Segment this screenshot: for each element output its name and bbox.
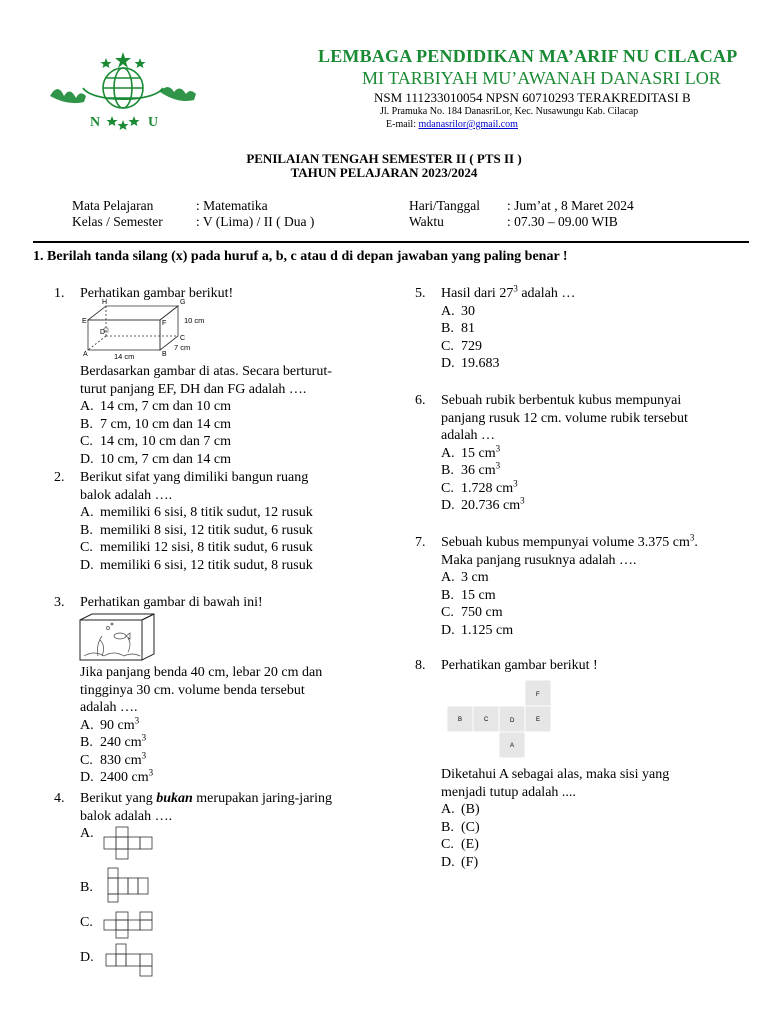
q4-net-a [102, 825, 154, 870]
q3-body-line2: tingginya 30 cm. volume benda tersebut [80, 682, 305, 698]
email-link[interactable]: mdanasrilor@gmail.com [418, 119, 518, 130]
q2-text-line2: balok adalah …. [80, 487, 173, 503]
q2-option-d[interactable]: D. memiliki 6 sisi, 12 titik sudut, 8 rusuk [80, 557, 313, 573]
question-5 [415, 285, 745, 373]
subject-value: : Matematika [196, 198, 268, 213]
school-name: MI TARBIYAH MU’AWANAH DANASRI LOR [362, 68, 721, 88]
q1-length-label: 14 cm [114, 352, 135, 360]
q8-face-b: B [458, 717, 463, 723]
q8-option-a[interactable]: A. (B) [441, 802, 480, 817]
q3-text: Perhatikan gambar di bawah ini! [80, 595, 263, 610]
q2-option-c[interactable]: C. memiliki 12 sisi, 8 titik sudut, 6 rusuk [80, 540, 313, 555]
q8-body-line1: Diketahui A sebagai alas, maka sisi yang [441, 767, 670, 782]
school-address: Jl. Pramuka No. 184 DanasriLor, Kec. Nusawungu Kab. Cilacap [380, 106, 639, 117]
q3-option-b[interactable]: B. 240 $cm^3$ [80, 732, 147, 750]
q4-text-line1: Berikut yang bukan merupakan jaring-jaring [80, 791, 332, 806]
q7-option-d[interactable]: D. 1.125 cm [441, 622, 514, 638]
q6-text-line3: adalah … [441, 428, 496, 443]
q1-option-c[interactable]: C. 14 cm, 10 cm dan 7 cm [80, 434, 232, 449]
question-4 [54, 790, 364, 825]
school-nsm: NSM 111233010054 NPSN 60710293 TERAKREDITASI B [374, 90, 691, 105]
q6-text-line2: panjang rusuk 12 cm. volume rubik tersebut [441, 410, 688, 426]
q4-option-a[interactable] [80, 826, 94, 842]
q1-vertex-d: D [100, 329, 106, 336]
q1-option-b[interactable]: B. 7 cm, 10 cm dan 14 cm [80, 416, 232, 432]
q6-number: 6. [415, 393, 426, 408]
q8-face-d: D [510, 718, 515, 724]
q5-option-b[interactable]: B. 81 [441, 321, 475, 336]
q8-cube-net [446, 679, 552, 759]
q5-text: Hasil dari $27^3$ adalah … [441, 283, 576, 301]
q1-vertex-c: C [180, 335, 186, 342]
class-label: Kelas / Semester [72, 214, 163, 229]
q6-option-c[interactable]: C. 1.728 $cm^3$ [441, 477, 518, 496]
q5-option-c[interactable]: C. 729 [441, 338, 482, 354]
q4-number: 4. [54, 791, 65, 806]
q8-text: Perhatikan gambar berikut ! [441, 658, 598, 673]
question-8 [415, 657, 745, 675]
q8-face-f: F [536, 692, 540, 698]
q8-face-a: A [510, 743, 515, 749]
q3-body [80, 664, 370, 787]
q3-body-line3: adalah …. [80, 700, 138, 715]
instruction: 1. Berilah tanda silang (x) pada huruf a, b, c atau d di depan jawaban yang paling benar ! [33, 249, 568, 264]
q8-face-e: E [536, 717, 541, 723]
q8-number: 8. [415, 658, 426, 673]
q7-text-line1: Sebuah kubus mempunyai volume 3.375 $cm^3$. [441, 532, 698, 550]
q1-body-line1: Berdasarkan gambar di atas. Secara berturut- [80, 364, 332, 379]
logo-letter-u: U [148, 115, 159, 130]
q6-text-line1: Sebuah rubik berbentuk kubus mempunyai [441, 393, 682, 408]
q6-option-a[interactable]: A. 15 $cm^3$ [441, 442, 501, 461]
q7-text-line2: Maka panjang rusuknya adalah …. [441, 552, 637, 568]
school-logo [48, 48, 198, 134]
header-divider [33, 241, 749, 243]
q5-option-d[interactable]: D. 19.683 [441, 356, 500, 371]
q7-option-b[interactable]: B. 15 cm [441, 587, 496, 603]
q3-number: 3. [54, 595, 65, 610]
q1-vertex-e: E [82, 318, 87, 325]
day-label: Hari/Tanggal [409, 198, 481, 213]
q1-vertex-h: H [102, 299, 108, 306]
time-value: : 07.30 – 09.00 WIB [507, 214, 618, 229]
question-2 [54, 469, 364, 574]
q4-text-line2: balok adalah …. [80, 808, 173, 824]
q3-option-d[interactable]: D. 2400 $cm^3$ [80, 767, 154, 785]
org-name: LEMBAGA PENDIDIKAN MA’ARIF NU CILACAP [318, 46, 738, 66]
q8-option-b[interactable]: B. (C) [441, 819, 480, 835]
day-value: : Jum’at , 8 Maret 2024 [507, 198, 634, 213]
q4-net-d [102, 940, 158, 985]
question-7 [415, 534, 755, 639]
exam-title: PENILAIAN TENGAH SEMESTER II ( PTS II ) [246, 151, 522, 166]
q1-width-label: 7 cm [174, 343, 191, 352]
q1-vertex-b: B [162, 351, 167, 358]
school-email [386, 119, 518, 130]
q8-body [441, 766, 751, 871]
q1-text: Perhatikan gambar berikut! [80, 286, 234, 301]
q1-option-d[interactable]: D. 10 cm, 7 cm dan 14 cm [80, 451, 232, 467]
q2-text-line1: Berikut sifat yang dimiliki bangun ruang [80, 470, 309, 485]
q4-option-c-label: C. [80, 915, 93, 930]
q4-option-c[interactable] [80, 915, 93, 931]
q4-option-d-label: D. [80, 950, 94, 965]
q4-net-b [102, 866, 154, 911]
q1-box-figure [80, 298, 220, 360]
q4-option-a-label: A. [80, 826, 94, 841]
question-3 [54, 594, 364, 612]
q4-option-d[interactable] [80, 950, 94, 966]
q3-body-line1: Jika panjang benda 40 cm, lebar 20 cm dan [80, 665, 323, 680]
q8-face-c: C [484, 717, 489, 723]
q4-option-b[interactable] [80, 880, 93, 896]
q3-aquarium-image [78, 612, 156, 662]
q7-option-a[interactable]: A. 3 cm [441, 570, 489, 585]
q2-option-b[interactable]: B. memiliki 8 sisi, 12 titik sudut, 6 rusuk [80, 522, 313, 538]
q5-number: 5. [415, 286, 426, 301]
q6-option-b[interactable]: B. 36 $cm^3$ [441, 460, 501, 478]
q6-option-d[interactable]: D. 20.736 $cm^3$ [441, 495, 525, 513]
q7-number: 7. [415, 535, 426, 550]
class-value: : V (Lima) / II ( Dua ) [196, 214, 315, 229]
time-label: Waktu [409, 214, 444, 229]
q4-option-b-label: B. [80, 880, 93, 895]
subject-label: Mata Pelajaran [72, 198, 154, 213]
q2-option-a[interactable]: A. memiliki 6 sisi, 8 titik sudut, 12 rusuk [80, 505, 313, 520]
q1-height-label: 10 cm [184, 316, 205, 325]
q5-option-a[interactable]: A. 30 [441, 303, 475, 319]
question-6 [415, 392, 745, 515]
email-label: E-mail: [386, 119, 416, 130]
q1-option-a[interactable]: A. 14 cm, 7 cm dan 10 cm [80, 399, 232, 414]
logo-letter-n: N [90, 115, 101, 130]
q1-number: 1. [54, 286, 65, 301]
exam-year: TAHUN PELAJARAN 2023/2024 [290, 165, 478, 180]
q1-body [80, 363, 370, 468]
q7-option-c[interactable]: C. 750 cm [441, 605, 503, 620]
q1-body-line2: turut panjang EF, DH dan FG adalah …. [80, 381, 307, 397]
q8-body-line2: menjadi tutup adalah .... [441, 784, 576, 800]
q8-option-d[interactable]: D. (F) [441, 854, 479, 870]
q3-option-c[interactable]: C. 830 $cm^3$ [80, 749, 147, 768]
q1-vertex-a: A [83, 351, 88, 358]
q8-option-c[interactable]: C. (E) [441, 837, 479, 852]
q2-number: 2. [54, 470, 65, 485]
q1-vertex-g: G [180, 299, 186, 306]
q3-option-a[interactable]: A. 90 $cm^3$ [80, 714, 140, 733]
q1-vertex-f: F [162, 320, 167, 327]
